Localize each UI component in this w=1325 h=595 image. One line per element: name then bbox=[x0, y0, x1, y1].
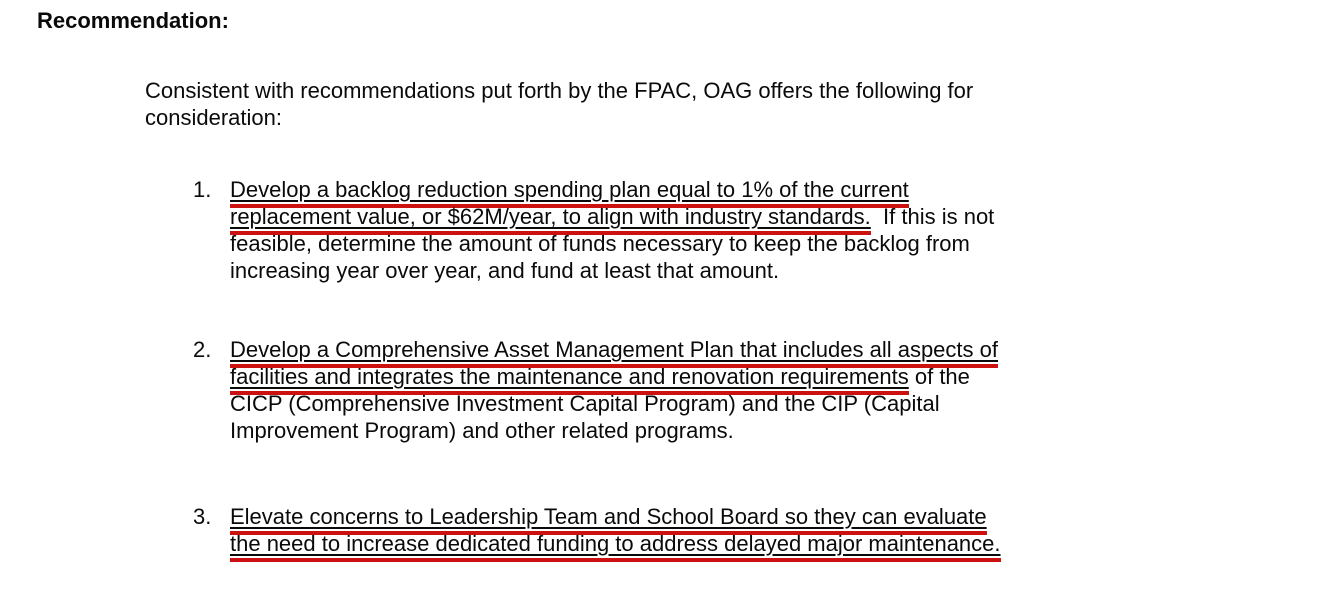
list-item-number: 1. bbox=[193, 177, 212, 202]
item-line bbox=[230, 336, 1325, 363]
text-segment: Improvement Program) and other related programs. bbox=[230, 418, 734, 443]
item-line bbox=[230, 257, 1325, 284]
item-line bbox=[230, 390, 1325, 417]
list-item-body bbox=[230, 503, 1325, 557]
list-item-body bbox=[230, 176, 1325, 284]
list-item-body bbox=[230, 336, 1325, 444]
recommendation-list bbox=[193, 176, 1325, 557]
item-line bbox=[230, 176, 1325, 203]
recommendation-heading: Recommendation: bbox=[37, 8, 229, 33]
intro-paragraph bbox=[145, 77, 1325, 131]
underlined-red-marked-text: Develop a Comprehensive Asset Management Plan that includes all aspects of bbox=[230, 337, 998, 368]
item-line bbox=[230, 530, 1325, 557]
intro-line: Consistent with recommendations put forth by the FPAC, OAG offers the following for bbox=[145, 78, 974, 103]
intro-line: consideration: bbox=[145, 105, 282, 130]
item-line bbox=[230, 503, 1325, 530]
text-segment: increasing year over year, and fund at least that amount. bbox=[230, 258, 780, 283]
item-line bbox=[230, 417, 1325, 444]
underlined-red-marked-text: replacement value, or $62M/year, to align with industry standards. bbox=[230, 204, 871, 235]
underlined-red-marked-text: the need to increase dedicated funding to address delayed major maintenance. bbox=[230, 531, 1001, 562]
list-item-number: 3. bbox=[193, 504, 212, 529]
underlined-red-marked-text: Elevate concerns to Leadership Team and School Board so they can evaluate bbox=[230, 504, 987, 535]
list-item-number: 2. bbox=[193, 337, 212, 362]
text-segment: If this is not bbox=[870, 204, 995, 229]
text-segment: CICP (Comprehensive Investment Capital Program) and the CIP (Capital bbox=[230, 391, 940, 416]
text-segment: feasible, determine the amount of funds necessary to keep the backlog from bbox=[230, 231, 970, 256]
item-line bbox=[230, 230, 1325, 257]
text-segment: of the bbox=[908, 364, 970, 389]
underlined-red-marked-text: facilities and integrates the maintenance and renovation requirements bbox=[230, 364, 909, 395]
list-item bbox=[193, 336, 1325, 444]
item-line bbox=[230, 363, 1325, 390]
list-item bbox=[193, 176, 1325, 284]
list-item bbox=[193, 503, 1325, 557]
item-line bbox=[230, 203, 1325, 230]
underlined-red-marked-text: Develop a backlog reduction spending plan equal to 1% of the current bbox=[230, 177, 909, 208]
